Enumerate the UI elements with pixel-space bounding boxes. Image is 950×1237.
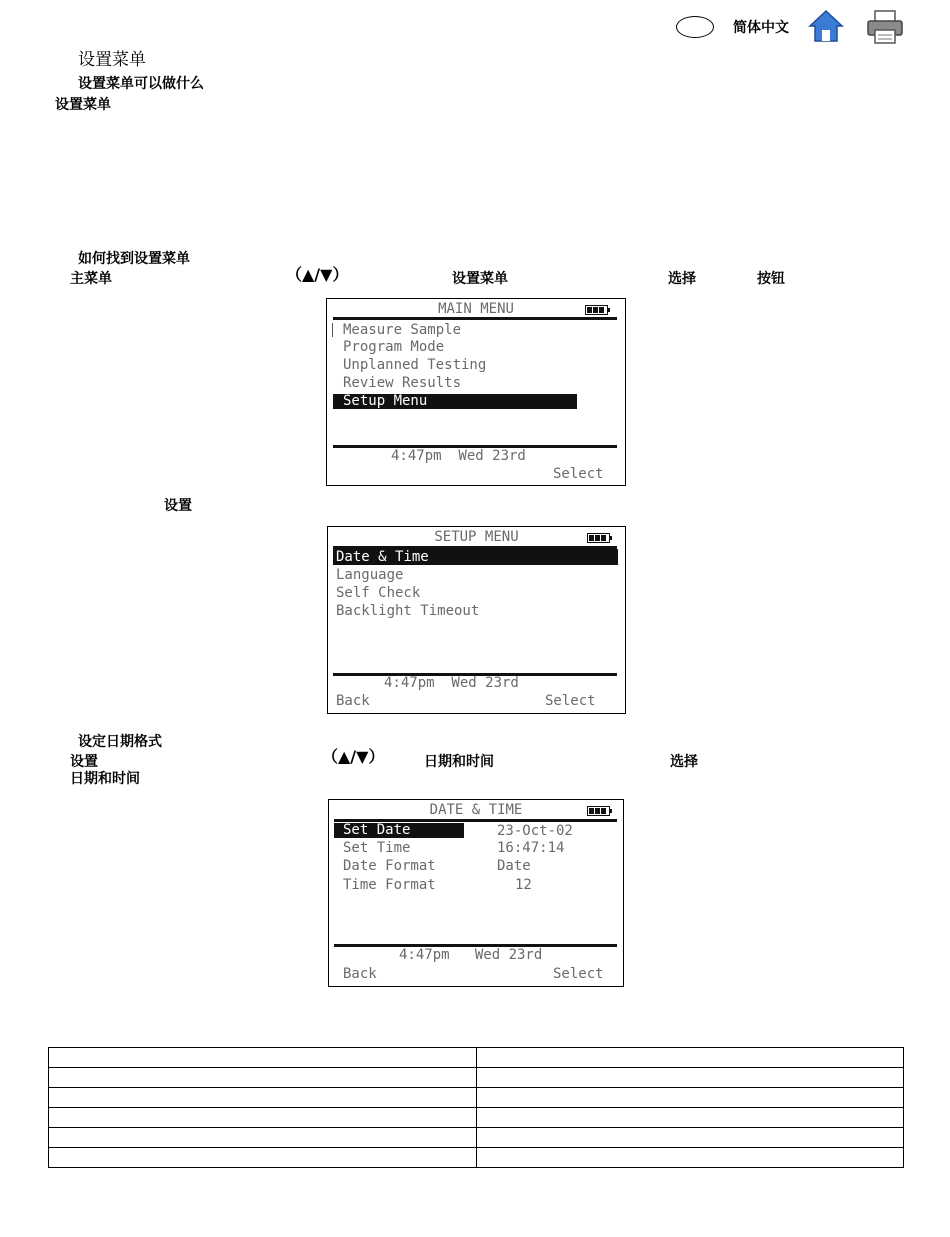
battery-icon	[587, 533, 613, 543]
date-time-screen	[328, 799, 624, 987]
text-select-2: 选择	[670, 754, 698, 770]
setting-label[interactable]: Set Time	[343, 840, 411, 856]
language-label[interactable]: 简体中文	[733, 20, 789, 36]
table-cell	[476, 1148, 904, 1168]
section-heading-date-format: 设定日期格式	[78, 734, 162, 750]
table-cell	[49, 1108, 477, 1128]
menu-item[interactable]: Program Mode	[343, 339, 445, 355]
setting-label-selected[interactable]: Set Date	[334, 823, 464, 838]
setting-label[interactable]: Time Format	[343, 877, 436, 893]
menu-item[interactable]: Self Check	[336, 585, 421, 601]
menu-item-selected[interactable]: Date & Time	[333, 549, 618, 565]
softkey-left[interactable]: Back	[343, 966, 377, 982]
cursor-bar	[332, 323, 333, 337]
table-row	[49, 1108, 904, 1128]
date-format-table	[48, 1047, 904, 1168]
text-setup: 设置	[70, 754, 98, 770]
table-cell	[476, 1048, 904, 1068]
section-label-setup-menu: 设置菜单	[55, 97, 111, 113]
text-date-time-2: 日期和时间	[70, 771, 140, 787]
text-arrow-keys: （▲/▼）	[286, 265, 349, 284]
text-arrow-keys-2: （▲/▼）	[322, 747, 385, 766]
screen-title: SETUP MENU	[434, 529, 519, 545]
setting-value: Date	[497, 858, 531, 874]
table-cell	[49, 1048, 477, 1068]
table-cell	[49, 1128, 477, 1148]
section-heading-what: 设置菜单可以做什么	[78, 76, 204, 92]
setup-menu-screen	[327, 526, 626, 714]
language-selector-oval[interactable]	[676, 16, 714, 38]
softkey-right[interactable]: Select	[553, 966, 604, 982]
table-row	[49, 1068, 904, 1088]
section-heading-find: 如何找到设置菜单	[78, 251, 190, 267]
table-cell	[49, 1088, 477, 1108]
page-title: 设置菜单	[78, 50, 146, 70]
softkey-left[interactable]: Back	[336, 693, 370, 709]
table-row	[49, 1048, 904, 1068]
table-row	[49, 1148, 904, 1168]
menu-item[interactable]: Backlight Timeout	[336, 603, 480, 619]
setting-value: 12	[515, 877, 532, 893]
menu-item[interactable]: Language	[336, 567, 404, 583]
softkey-right[interactable]: Select	[553, 466, 604, 482]
screen-title: DATE & TIME	[429, 802, 523, 818]
main-menu-screen	[326, 298, 626, 486]
table-cell	[49, 1148, 477, 1168]
caption-setup: 设置	[164, 498, 192, 514]
screen-divider	[333, 317, 617, 320]
table-row	[49, 1128, 904, 1148]
softkey-right[interactable]: Select	[545, 693, 596, 709]
table-cell	[476, 1108, 904, 1128]
printer-icon[interactable]	[866, 9, 904, 45]
status-bar: 4:47pm Wed 23rd	[399, 947, 543, 963]
table-cell	[49, 1068, 477, 1088]
table-row	[49, 1088, 904, 1108]
home-icon[interactable]	[808, 9, 844, 43]
battery-icon	[585, 305, 611, 315]
setting-label[interactable]: Date Format	[343, 858, 436, 874]
battery-icon	[587, 806, 613, 816]
setting-value: 16:47:14	[497, 840, 565, 856]
text-button: 按钮	[757, 271, 785, 287]
text-date-time: 日期和时间	[424, 754, 494, 770]
table-cell	[476, 1128, 904, 1148]
status-bar: 4:47pm Wed 23rd	[391, 448, 526, 464]
screen-title: MAIN MENU	[438, 301, 514, 317]
table-cell	[476, 1088, 904, 1108]
menu-item[interactable]: Review Results	[343, 375, 462, 391]
text-main-menu: 主菜单	[70, 271, 112, 287]
menu-item-selected[interactable]: Setup Menu	[333, 394, 577, 409]
text-select: 选择	[668, 271, 696, 287]
menu-item[interactable]: Measure Sample	[343, 322, 462, 338]
menu-item[interactable]: Unplanned Testing	[343, 357, 487, 373]
table-cell	[476, 1068, 904, 1088]
setting-value: 23-Oct-02	[497, 823, 573, 839]
text-setup-menu: 设置菜单	[452, 271, 508, 287]
status-bar: 4:47pm Wed 23rd	[384, 675, 519, 691]
